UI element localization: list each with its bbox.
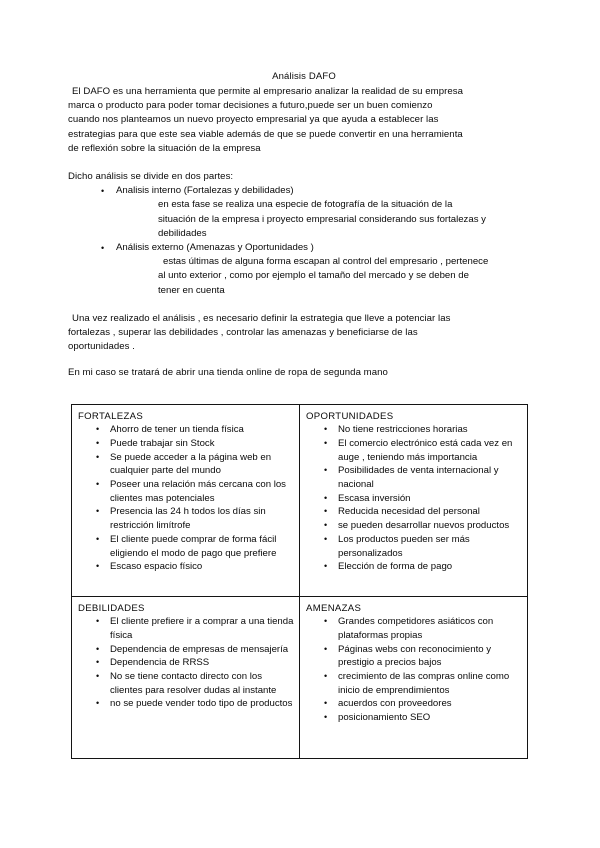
list-item-label: Elección de forma de pago	[338, 561, 453, 573]
list-item	[78, 656, 295, 670]
analysis-part-internal	[68, 184, 540, 198]
swot-cell-debilidades	[72, 596, 300, 758]
analysis-part-heading: Analisis interno (Fortalezas y debilidades)	[116, 185, 294, 197]
intro-line: estrategias para que este sea viable además de que se puede convertir en una herramienta	[68, 128, 463, 140]
list-item	[306, 533, 523, 560]
list-item-label: Presencia las 24 h todos los días sin restricción limítrofe	[110, 506, 266, 532]
amenazas-list	[306, 615, 523, 725]
swot-cell-amenazas	[300, 596, 528, 758]
list-item	[306, 670, 523, 697]
list-item-label: Grandes competidores asiáticos con plataformas propias	[338, 616, 494, 641]
list-bullet-icon: •	[96, 479, 100, 490]
list-bullet-icon: •	[324, 520, 328, 531]
list-bullet-icon: •	[324, 465, 328, 476]
list-item	[306, 711, 523, 725]
list-bullet-icon: •	[96, 451, 100, 462]
list-bullet-icon: •	[96, 424, 100, 435]
internal-detail-line: situación de la empresa i proyecto empresarial considerando sus fortalezas y	[158, 213, 486, 225]
list-item-label: Ahorro de tener un tienda física	[110, 424, 244, 436]
list-item-label: Posibilidades de venta internacional y nacional	[338, 465, 499, 491]
list-bullet-icon: •	[96, 671, 100, 682]
external-detail-line: estas últimas de alguna forma escapan al control del empresario , pertenece	[163, 256, 489, 268]
list-bullet-icon: •	[324, 698, 328, 709]
internal-detail-line: en esta fase se realiza una especie de fotografía de la situación de la	[158, 199, 453, 211]
analysis-part-heading: Análisis externo (Amenazas y Oportunidades )	[116, 242, 314, 254]
list-item	[306, 437, 523, 464]
list-item	[78, 451, 295, 478]
spacer	[68, 156, 540, 170]
list-bullet-icon: •	[324, 533, 328, 544]
list-bullet-icon: •	[324, 643, 328, 654]
list-item-label: Se puede acceder a la página web en cualquier parte del mundo	[110, 451, 272, 477]
spacer	[68, 354, 540, 366]
list-bullet-icon: •	[96, 437, 100, 448]
list-item-label: No tiene restricciones horarias	[338, 424, 468, 436]
list-item-label: Reducida necesidad del personal	[338, 506, 480, 518]
quadrant-title-amenazas: AMENAZAS	[306, 602, 362, 614]
intro-line: marca o producto para poder tomar decisiones a futuro,puede ser un buen comienzo	[68, 100, 433, 112]
quadrant-title-fortalezas: FORTALEZAS	[78, 410, 144, 422]
list-item	[78, 697, 295, 711]
list-item-label: crecimiento de las compras online como inicio de emprendimientos	[338, 671, 510, 696]
strategy-paragraph	[68, 312, 540, 355]
list-bullet-icon: •	[324, 424, 328, 435]
intro-line: cuando nos planteamos un nuevo proyecto empresarial ya que ayuda a establecer las	[68, 114, 439, 126]
swot-cell-oportunidades	[300, 404, 528, 596]
quadrant-title-oportunidades: OPORTUNIDADES	[306, 410, 394, 422]
swot-cell-fortalezas	[72, 404, 300, 596]
list-bullet-icon: •	[96, 616, 100, 627]
list-item-label: Escasa inversión	[338, 492, 411, 504]
swot-table	[71, 404, 528, 759]
list-item-label: El comercio electrónico está cada vez en auge , teniendo más importancia	[338, 437, 513, 463]
list-item-label: no se puede vender todo tipo de productos	[110, 698, 293, 710]
divide-lead-text: Dicho análisis se divide en dos partes:	[68, 171, 234, 183]
external-detail-line: tener en cuenta	[158, 284, 225, 296]
list-bullet-icon: •	[96, 506, 100, 517]
list-item	[78, 478, 295, 505]
list-bullet-icon: •	[96, 657, 100, 668]
swot-matrix	[71, 404, 540, 759]
list-bullet-icon: •	[324, 437, 328, 448]
analysis-parts-list	[68, 184, 540, 198]
list-item-label: No se tiene contacto directo con los clientes para resolver dudas al instante	[110, 671, 277, 696]
list-bullet-icon: •	[324, 506, 328, 517]
list-item	[78, 643, 295, 657]
strategy-line: Una vez realizado el análisis , es necesario definir la estrategia que lleve a potenciar las	[72, 312, 451, 324]
table-row	[72, 596, 528, 758]
list-bullet-icon: •	[101, 186, 105, 197]
list-item	[306, 615, 523, 642]
spacer	[68, 298, 540, 312]
quadrant-title-debilidades: DEBILIDADES	[78, 602, 145, 614]
list-item	[306, 560, 523, 574]
list-item	[306, 643, 523, 670]
intro-line: de reflexión sobre la situación de la empresa	[68, 142, 261, 154]
list-item	[306, 697, 523, 711]
analysis-parts-list-external	[68, 241, 540, 255]
list-item	[306, 464, 523, 491]
oportunidades-list	[306, 423, 523, 574]
list-item	[78, 560, 295, 574]
list-item	[78, 615, 295, 642]
table-row	[72, 404, 528, 596]
case-paragraph: En mi caso se tratará de abrir una tienda online de ropa de segunda mano	[68, 367, 388, 379]
list-bullet-icon: •	[101, 243, 105, 254]
list-bullet-icon: •	[96, 533, 100, 544]
list-item	[306, 492, 523, 506]
list-bullet-icon: •	[324, 616, 328, 627]
list-bullet-icon: •	[96, 643, 100, 654]
list-bullet-icon: •	[324, 712, 328, 723]
list-bullet-icon: •	[96, 561, 100, 572]
list-item-label: se pueden desarrollar nuevos productos	[338, 520, 510, 532]
list-item	[78, 423, 295, 437]
list-item-label: Dependencia de RRSS	[110, 657, 210, 669]
analysis-part-external	[68, 241, 540, 255]
debilidades-list	[78, 615, 295, 711]
list-bullet-icon: •	[324, 492, 328, 503]
list-item-label: Los productos pueden ser más personalizados	[338, 533, 470, 559]
intro-line: El DAFO es una herramienta que permite al empresario analizar la realidad de su empresa	[72, 86, 463, 97]
list-item-label: Puede trabajar sin Stock	[110, 437, 215, 449]
list-item	[78, 533, 295, 560]
list-bullet-icon: •	[324, 671, 328, 682]
page-title: Análisis DAFO	[272, 71, 336, 82]
list-item-label: acuerdos con proveedores	[338, 698, 452, 710]
list-item-label: El cliente prefiere ir a comprar a una tienda física	[110, 616, 294, 641]
list-item-label: posicionamiento SEO	[338, 712, 431, 724]
list-item	[78, 505, 295, 532]
list-item-label: Dependencia de empresas de mensajería	[110, 643, 289, 655]
internal-detail-line: debilidades	[158, 227, 207, 239]
list-item	[78, 670, 295, 697]
strategy-line: fortalezas , superar las debilidades , controlar las amenazas y beneficiarse de las	[68, 327, 418, 339]
list-item-label: El cliente puede comprar de forma fácil eligiendo el modo de pago que prefiere	[110, 533, 277, 559]
list-item	[78, 437, 295, 451]
list-item	[306, 423, 523, 437]
strategy-line: oportunidades .	[68, 341, 135, 353]
list-item-label: Páginas webs con reconocimiento y prestigio a precios bajos	[338, 643, 492, 669]
list-bullet-icon: •	[96, 698, 100, 709]
list-bullet-icon: •	[324, 561, 328, 572]
list-item-label: Escaso espacio físico	[110, 561, 203, 573]
intro-paragraph	[68, 85, 540, 156]
list-item	[306, 505, 523, 519]
list-item-label: Poseer una relación más cercana con los clientes mas potenciales	[110, 479, 286, 504]
list-item	[306, 519, 523, 533]
fortalezas-list	[78, 423, 295, 574]
external-detail-line: al unto exterior , como por ejemplo el tamaño del mercado y se deben de	[158, 270, 469, 282]
